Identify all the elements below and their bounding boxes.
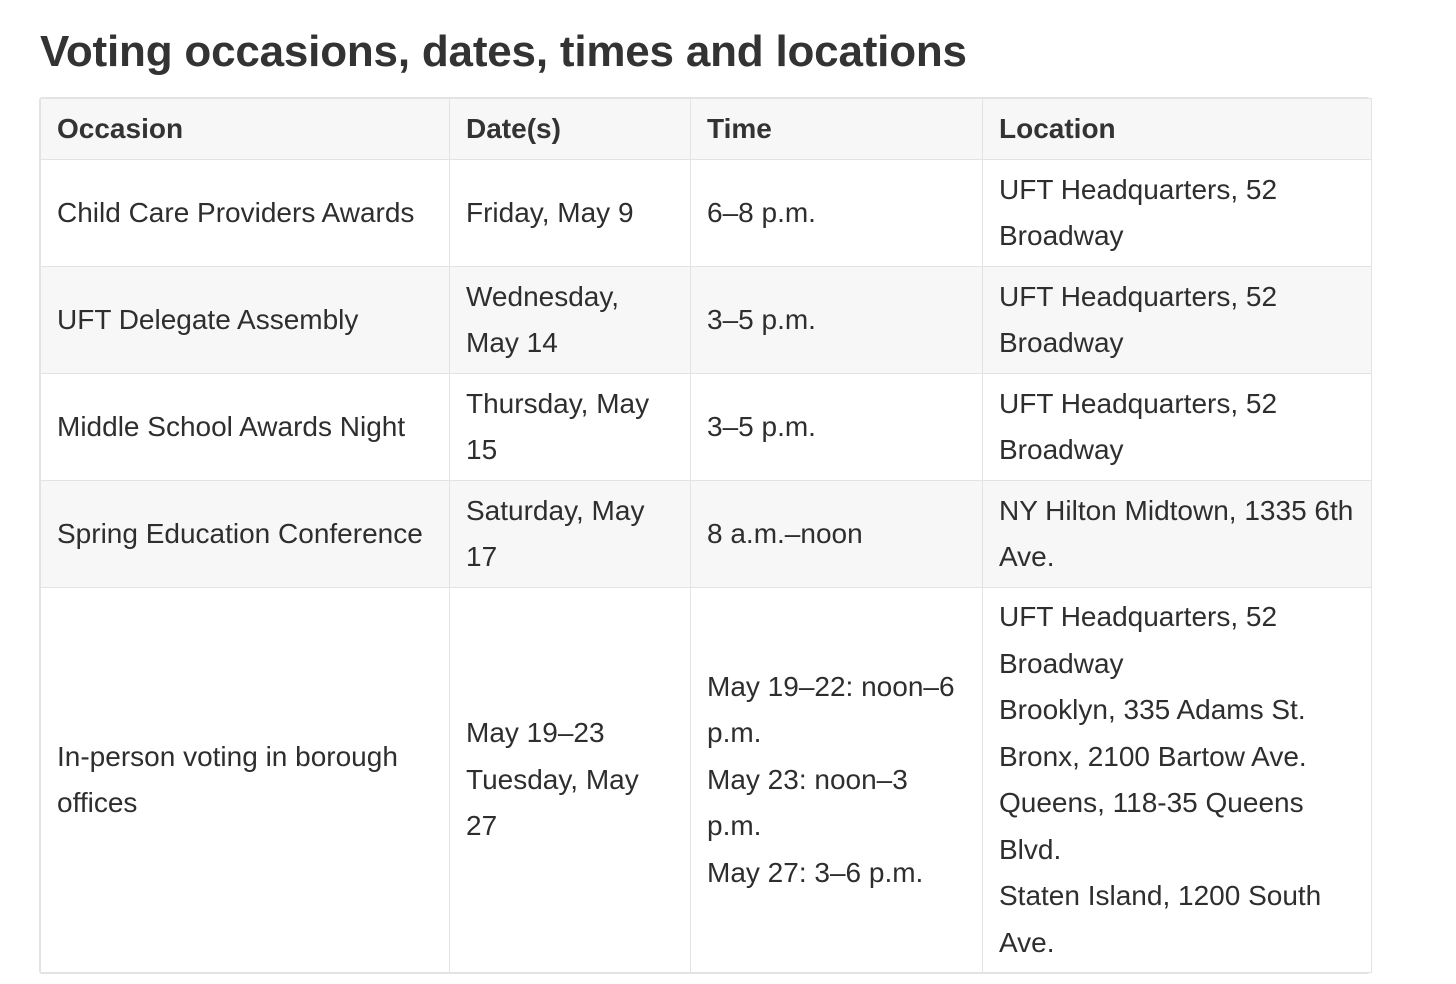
cell-occasion bbox=[41, 588, 450, 973]
location-line: UFT Headquarters, 52 Broadway bbox=[999, 387, 1278, 465]
schedule-table bbox=[40, 98, 1372, 973]
cell-occasion bbox=[41, 267, 450, 374]
table-header-row bbox=[41, 99, 1372, 160]
location-line: Bronx, 2100 Bartow Ave. bbox=[999, 740, 1307, 772]
occasion-text: UFT Delegate Assembly bbox=[57, 303, 359, 335]
date-line: Thursday, May 15 bbox=[466, 387, 650, 465]
occasion-text: Middle School Awards Night bbox=[57, 410, 406, 442]
table-row bbox=[41, 481, 1372, 588]
cell-dates bbox=[450, 374, 691, 481]
cell-location bbox=[983, 374, 1372, 481]
table-row bbox=[41, 267, 1372, 374]
cell-location bbox=[983, 160, 1372, 267]
page-title: Voting occasions, dates, times and locations bbox=[40, 27, 967, 76]
table-row bbox=[41, 160, 1372, 267]
time-line: May 23: noon–3 p.m. bbox=[707, 763, 908, 842]
header-occasion: Occasion bbox=[41, 99, 450, 160]
time-line: 3–5 p.m. bbox=[707, 410, 816, 442]
location-line: UFT Headquarters, 52 Broadway bbox=[999, 280, 1278, 358]
cell-time bbox=[691, 481, 983, 588]
time-line: May 27: 3–6 p.m. bbox=[707, 856, 924, 888]
cell-location bbox=[983, 588, 1372, 973]
cell-location bbox=[983, 481, 1372, 588]
cell-dates bbox=[450, 588, 691, 973]
cell-location bbox=[983, 267, 1372, 374]
header-dates: Date(s) bbox=[450, 99, 691, 160]
cell-dates bbox=[450, 160, 691, 267]
header-time: Time bbox=[691, 99, 983, 160]
occasion-text: Spring Education Conference bbox=[57, 517, 423, 549]
schedule-table-container bbox=[39, 97, 1370, 974]
date-line: Saturday, May 17 bbox=[466, 494, 645, 572]
cell-time bbox=[691, 267, 983, 374]
location-line: Brooklyn, 335 Adams St. bbox=[999, 694, 1306, 725]
location-line: UFT Headquarters, 52 Broadway bbox=[999, 601, 1278, 679]
cell-time bbox=[691, 160, 983, 267]
time-line: 6–8 p.m. bbox=[707, 196, 816, 228]
location-line: Staten Island, 1200 South Ave. bbox=[999, 880, 1322, 958]
header-location: Location bbox=[983, 99, 1372, 160]
date-line: May 19–23 bbox=[466, 717, 605, 749]
time-line: May 19–22: noon–6 p.m. bbox=[707, 670, 955, 749]
cell-time bbox=[691, 588, 983, 973]
occasion-text: Child Care Providers Awards bbox=[57, 196, 415, 228]
time-line: 8 a.m.–noon bbox=[707, 517, 863, 549]
cell-occasion bbox=[41, 160, 450, 267]
table-row bbox=[41, 588, 1372, 973]
cell-occasion bbox=[41, 481, 450, 588]
date-line: Wednesday, May 14 bbox=[466, 280, 620, 358]
occasion-text: In-person voting in borough offices bbox=[57, 740, 398, 818]
time-line: 3–5 p.m. bbox=[707, 303, 816, 335]
location-line: NY Hilton Midtown, 1335 6th Ave. bbox=[999, 494, 1354, 572]
cell-dates bbox=[450, 481, 691, 588]
location-line: UFT Headquarters, 52 Broadway bbox=[999, 173, 1278, 251]
date-line: Tuesday, May 27 bbox=[466, 763, 639, 842]
location-line: Queens, 118-35 Queens Blvd. bbox=[999, 787, 1304, 865]
cell-dates bbox=[450, 267, 691, 374]
cell-time bbox=[691, 374, 983, 481]
cell-occasion bbox=[41, 374, 450, 481]
table-row bbox=[41, 374, 1372, 481]
date-line: Friday, May 9 bbox=[466, 196, 634, 228]
